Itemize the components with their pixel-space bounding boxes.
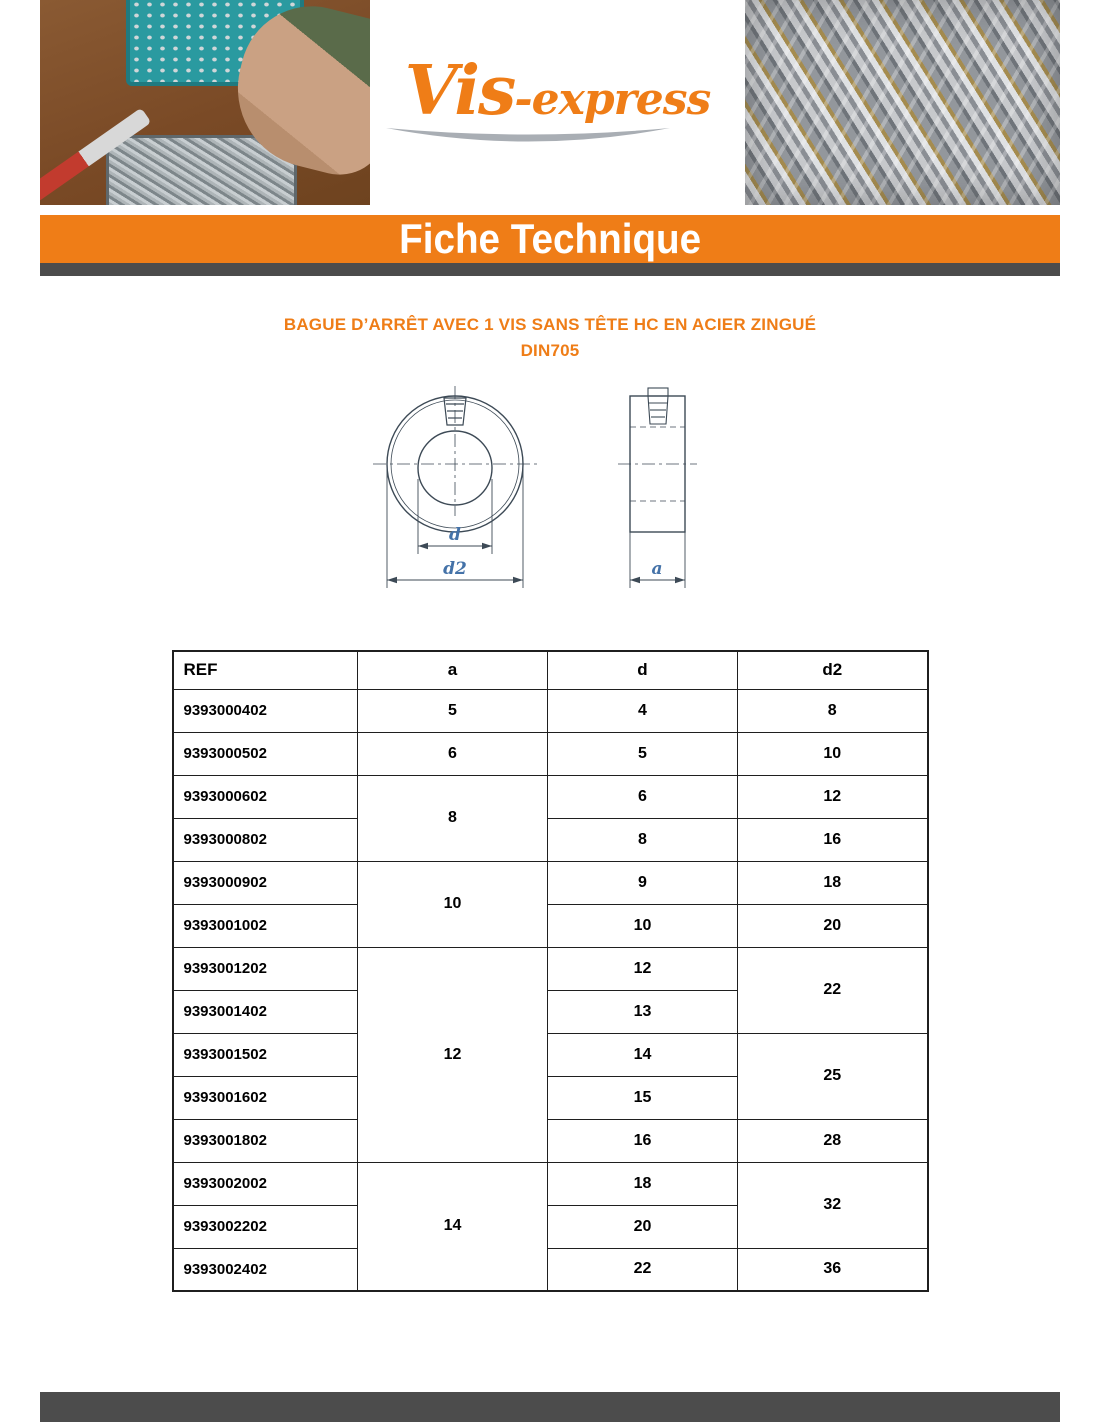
table-row	[173, 1033, 928, 1076]
table-row	[173, 1162, 928, 1205]
ref-cell: 9393002402	[173, 1248, 358, 1291]
d-cell: 14	[548, 1033, 738, 1076]
d-cell: 9	[548, 861, 738, 904]
page-header	[40, 0, 1060, 205]
dimension-label-d2: d2	[443, 559, 467, 579]
ref-cell: 9393001402	[173, 990, 358, 1033]
table-row	[173, 775, 928, 818]
col-header-ref: REF	[173, 651, 358, 689]
side-screw	[648, 396, 668, 424]
table-row	[173, 947, 928, 990]
d2-cell: 16	[738, 818, 928, 861]
brand-logo-express: -express	[514, 73, 711, 125]
workshop-photo	[40, 0, 370, 205]
d2-cell: 36	[738, 1248, 928, 1291]
d2-cell: 22	[738, 947, 928, 1033]
a-cell: 5	[358, 689, 548, 732]
ref-cell: 9393000802	[173, 818, 358, 861]
ref-cell: 9393000602	[173, 775, 358, 818]
col-header-a: a	[358, 651, 548, 689]
ref-cell: 9393001202	[173, 947, 358, 990]
d-cell: 20	[548, 1205, 738, 1248]
divider-bar	[40, 263, 1060, 276]
product-title	[40, 312, 1060, 364]
d-cell: 6	[548, 775, 738, 818]
d2-cell: 20	[738, 904, 928, 947]
product-title-line2: DIN705	[520, 341, 580, 360]
d2-cell: 28	[738, 1119, 928, 1162]
technical-drawing	[315, 384, 785, 602]
d-cell: 5	[548, 732, 738, 775]
table-row	[173, 818, 928, 861]
table-row	[173, 861, 928, 904]
dimension-label-d: d	[449, 525, 461, 545]
product-title-line1: BAGUE D’ARRÊT AVEC 1 VIS SANS TÊTE HC EN ACIER ZINGUÉ	[283, 315, 817, 334]
d-cell: 13	[548, 990, 738, 1033]
table-row	[173, 732, 928, 775]
logo-area	[370, 0, 745, 205]
a-cell: 10	[358, 861, 548, 947]
d-cell: 10	[548, 904, 738, 947]
table-row	[173, 1119, 928, 1162]
a-cell: 8	[358, 775, 548, 861]
page-title: Fiche Technique	[398, 215, 702, 262]
d2-cell: 18	[738, 861, 928, 904]
ref-cell: 9393000902	[173, 861, 358, 904]
d-cell: 16	[548, 1119, 738, 1162]
d-cell: 8	[548, 818, 738, 861]
a-cell: 6	[358, 732, 548, 775]
d2-cell: 8	[738, 689, 928, 732]
side-screw-tip	[648, 388, 668, 396]
ref-cell: 9393002002	[173, 1162, 358, 1205]
dimension-label-a: a	[651, 559, 663, 579]
a-cell: 12	[358, 947, 548, 1162]
d2-cell: 10	[738, 732, 928, 775]
brand-logo	[404, 50, 711, 131]
ref-cell: 9393001802	[173, 1119, 358, 1162]
ref-cell: 9393000402	[173, 689, 358, 732]
logo-swoosh-icon	[378, 121, 678, 149]
ref-cell: 9393001002	[173, 904, 358, 947]
d-cell: 12	[548, 947, 738, 990]
d-cell: 15	[548, 1076, 738, 1119]
banner	[40, 215, 1060, 263]
footer-bar	[40, 1392, 1060, 1422]
ref-cell: 9393001502	[173, 1033, 358, 1076]
spec-table	[172, 650, 929, 1292]
ref-cell: 9393000502	[173, 732, 358, 775]
ref-cell: 9393001602	[173, 1076, 358, 1119]
d-cell: 4	[548, 689, 738, 732]
screws-photo	[745, 0, 1060, 205]
col-header-d2: d2	[738, 651, 928, 689]
brand-logo-vis: Vis	[404, 50, 515, 131]
d-cell: 18	[548, 1162, 738, 1205]
table-row	[173, 689, 928, 732]
technical-drawing-area	[40, 384, 1060, 602]
table-header-row	[173, 651, 928, 689]
table-row	[173, 904, 928, 947]
d2-cell: 25	[738, 1033, 928, 1119]
a-cell: 14	[358, 1162, 548, 1291]
d-cell: 22	[548, 1248, 738, 1291]
col-header-d: d	[548, 651, 738, 689]
table-row	[173, 1248, 928, 1291]
ref-cell: 9393002202	[173, 1205, 358, 1248]
d2-cell: 12	[738, 775, 928, 818]
d2-cell: 32	[738, 1162, 928, 1248]
